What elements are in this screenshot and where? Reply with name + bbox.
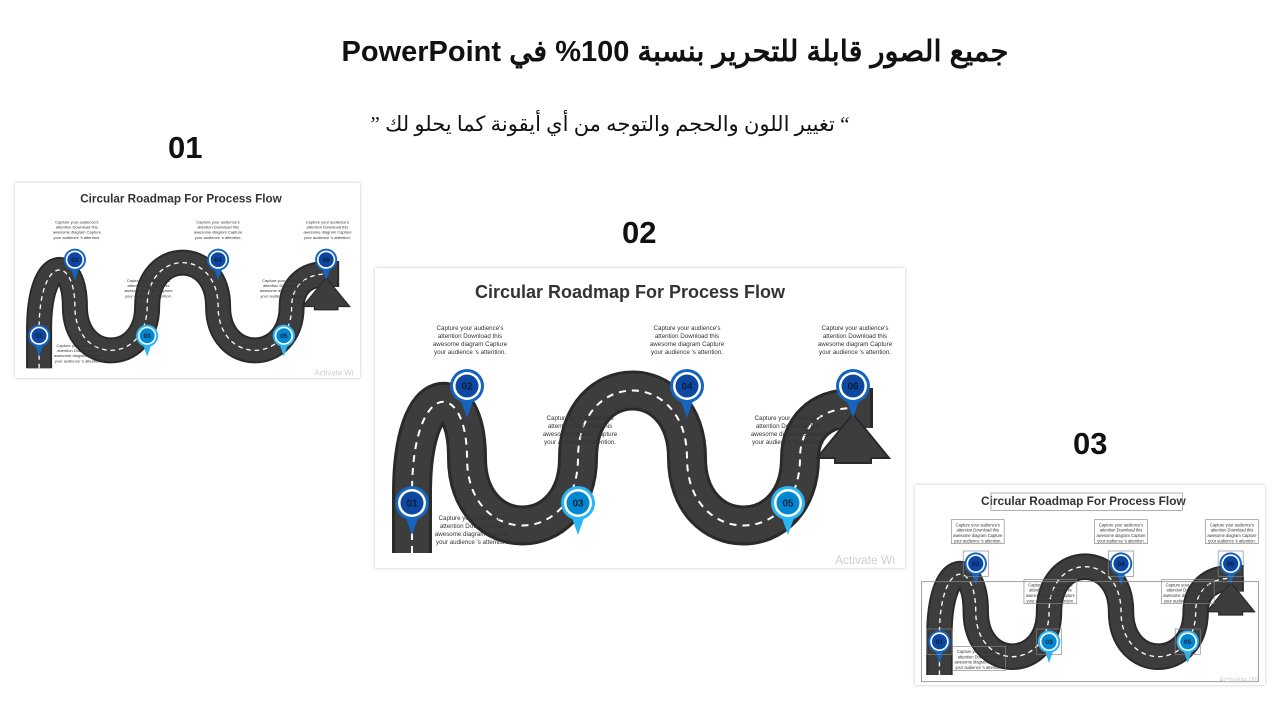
caption-line: Capture your audience's — [653, 325, 721, 332]
caption-line: awesome diagram Capture — [542, 431, 618, 438]
marker-label: 05 — [782, 498, 794, 510]
caption-line: awesome diagram Capture — [54, 353, 103, 359]
slide-thumbnail-3[interactable] — [915, 485, 1265, 685]
caption-line: Capture your audience's — [1209, 522, 1255, 528]
marker-label: 03 — [572, 498, 584, 510]
roadmap-diagram-3 — [915, 485, 1265, 685]
marker-label: 04 — [214, 256, 222, 264]
caption-4 — [1161, 580, 1214, 604]
caption-5 — [818, 325, 893, 356]
marker-label: 02 — [461, 381, 473, 393]
caption-2 — [543, 415, 618, 446]
caption-line: attention Download this — [1099, 527, 1143, 533]
caption-line: Capture your audience's — [196, 219, 240, 225]
slide-title: Circular Roadmap For Process Flow — [80, 192, 282, 206]
caption-line: your audience 's attention. — [433, 349, 507, 356]
caption-line: your audience 's attention. — [543, 439, 617, 446]
marker-label: 02 — [71, 256, 79, 264]
caption-2 — [1024, 580, 1077, 604]
caption-3 — [194, 219, 243, 240]
caption-line: attention Download this — [654, 333, 720, 340]
caption-line: attention Download this — [547, 423, 613, 430]
caption-6 — [953, 646, 1006, 670]
caption-line: awesome diagram Capture — [432, 341, 508, 348]
marker-label: 03 — [1045, 638, 1053, 647]
slide-thumbnail-1[interactable] — [15, 183, 360, 378]
caption-line: Capture your audience's — [305, 219, 350, 225]
slide-title: Circular Roadmap For Process Flow — [981, 493, 1186, 509]
caption-line: attention Download this — [262, 283, 305, 288]
watermark-text: Activate Wi — [314, 368, 354, 378]
caption-line: attention Download this — [55, 224, 98, 230]
roadmap-diagram-1 — [15, 183, 360, 378]
caption-line: attention Download this — [1166, 587, 1210, 593]
caption-6 — [54, 343, 103, 364]
caption-line: attention Download this — [755, 423, 821, 430]
caption-line: Capture your audience's — [1165, 582, 1210, 588]
marker-label: 04 — [1117, 560, 1125, 569]
caption-line: awesome diagram Capture — [193, 229, 243, 235]
watermark-text: Activate Wi — [835, 553, 896, 567]
caption-line: attention Download this — [1029, 587, 1072, 593]
caption-3 — [650, 325, 725, 356]
caption-line: attention Download this — [1210, 527, 1254, 533]
marker-label: 06 — [322, 256, 330, 264]
caption-line: Capture your audience's — [1028, 582, 1073, 588]
caption-line: your audience 's attention. — [1163, 598, 1212, 604]
variant-number-3: 03 — [1073, 426, 1108, 461]
page-title: جميع الصور قابلة للتحرير بنسبة 100% في PowerPoint — [341, 36, 1009, 68]
variant-number-1: 01 — [168, 130, 203, 165]
caption-line: awesome diagram Capture — [259, 288, 308, 294]
caption-line: your audience 's attention. — [435, 539, 509, 546]
caption-line: your audience 's attention. — [650, 349, 724, 356]
caption-line: attention Download this — [957, 654, 1001, 660]
caption-line: your audience 's attention. — [194, 234, 242, 240]
marker-label: 05 — [280, 333, 288, 341]
caption-line: Capture your audience's — [126, 277, 171, 283]
caption-line: Capture your audience's — [436, 325, 504, 332]
caption-line: your audience 's attention. — [260, 293, 308, 299]
caption-line: awesome diagram Capture — [750, 431, 826, 438]
caption-line: your audience 's attention. — [304, 234, 351, 240]
caption-line: awesome diagram Capture — [817, 341, 893, 348]
marker-label: 06 — [847, 381, 859, 393]
roadmap-diagram-2 — [375, 268, 905, 568]
caption-line: Capture your audience's — [955, 522, 1000, 528]
caption-2 — [124, 278, 173, 299]
caption-1 — [53, 219, 102, 240]
marker-label: 01 — [406, 498, 418, 510]
marker-label: 05 — [1184, 638, 1192, 647]
caption-line: awesome diagram Capture — [52, 229, 101, 235]
caption-line: awesome diagram Capture — [1163, 592, 1213, 599]
caption-line: your audience 's attention. — [1097, 538, 1145, 544]
caption-line: Capture your audience's — [546, 415, 614, 422]
caption-line: attention Download this — [127, 283, 170, 288]
caption-line: your audience 's attention. — [1208, 538, 1256, 544]
caption-line: awesome diagram Capture — [303, 229, 352, 235]
caption-line: your audience 's attention. — [818, 349, 892, 356]
caption-4 — [260, 278, 309, 299]
caption-line: Capture your audience's — [56, 342, 100, 348]
caption-line: your audience 's attention. — [53, 234, 101, 240]
caption-line: attention Download this — [306, 224, 349, 230]
caption-line: your audience 's attention. — [1026, 598, 1075, 604]
watermark-text: Activate Wi — [1218, 675, 1259, 685]
caption-5 — [1206, 520, 1259, 544]
variant-number-2: 02 — [622, 215, 657, 250]
caption-line: awesome diagram Capture — [1207, 532, 1257, 539]
caption-line: awesome diagram Capture — [953, 532, 1003, 539]
caption-4 — [751, 415, 826, 446]
caption-1 — [433, 325, 508, 356]
marker-label: 03 — [143, 333, 151, 341]
caption-line: attention Download this — [197, 224, 239, 230]
caption-1 — [951, 520, 1004, 544]
caption-line: attention Download this — [437, 333, 503, 340]
marker-label: 01 — [935, 638, 944, 647]
page-subtitle: “ تغيير اللون والحجم والتوجه من أي أيقونة كما يحلو لك ” — [370, 112, 850, 136]
caption-line: Capture your audience's — [956, 648, 1002, 655]
caption-line: your audience 's attention. — [125, 293, 172, 299]
caption-line: awesome diagram Capture — [434, 531, 510, 538]
caption-line: Capture your audience's — [754, 415, 822, 422]
caption-6 — [435, 515, 510, 546]
caption-line: Capture your audience's — [821, 325, 889, 332]
caption-line: awesome diagram Capture — [1025, 592, 1075, 599]
marker-label: 01 — [35, 333, 43, 341]
caption-line: awesome diagram Capture — [954, 659, 1004, 665]
caption-line: your audience 's attention. — [751, 439, 825, 446]
caption-line: awesome diagram Capture — [649, 341, 725, 348]
caption-line: your audience 's attention. — [955, 664, 1003, 671]
caption-line: attention Download this — [439, 523, 505, 530]
caption-line: awesome diagram Capture — [1096, 532, 1146, 539]
caption-line: Capture your audience's — [262, 277, 306, 283]
caption-line: Capture your audience's — [55, 219, 99, 225]
marker-label: 04 — [681, 381, 693, 393]
caption-line: attention Download this — [822, 333, 888, 340]
marker-label: 06 — [1226, 560, 1235, 569]
marker-label: 02 — [972, 560, 980, 569]
caption-line: Capture your audience's — [438, 515, 506, 522]
caption-line: Capture your audience's — [1098, 522, 1144, 528]
caption-line: awesome diagram Capture — [124, 288, 173, 294]
caption-line: attention Download this — [57, 348, 100, 353]
slide-title: Circular Roadmap For Process Flow — [474, 282, 786, 302]
caption-line: your audience 's attention. — [953, 538, 1002, 544]
caption-line: your audience 's attention. — [54, 358, 102, 364]
caption-line: attention Download this — [956, 527, 1000, 533]
caption-5 — [303, 219, 352, 240]
slide-thumbnail-2[interactable] — [375, 268, 905, 568]
caption-3 — [1095, 520, 1148, 544]
